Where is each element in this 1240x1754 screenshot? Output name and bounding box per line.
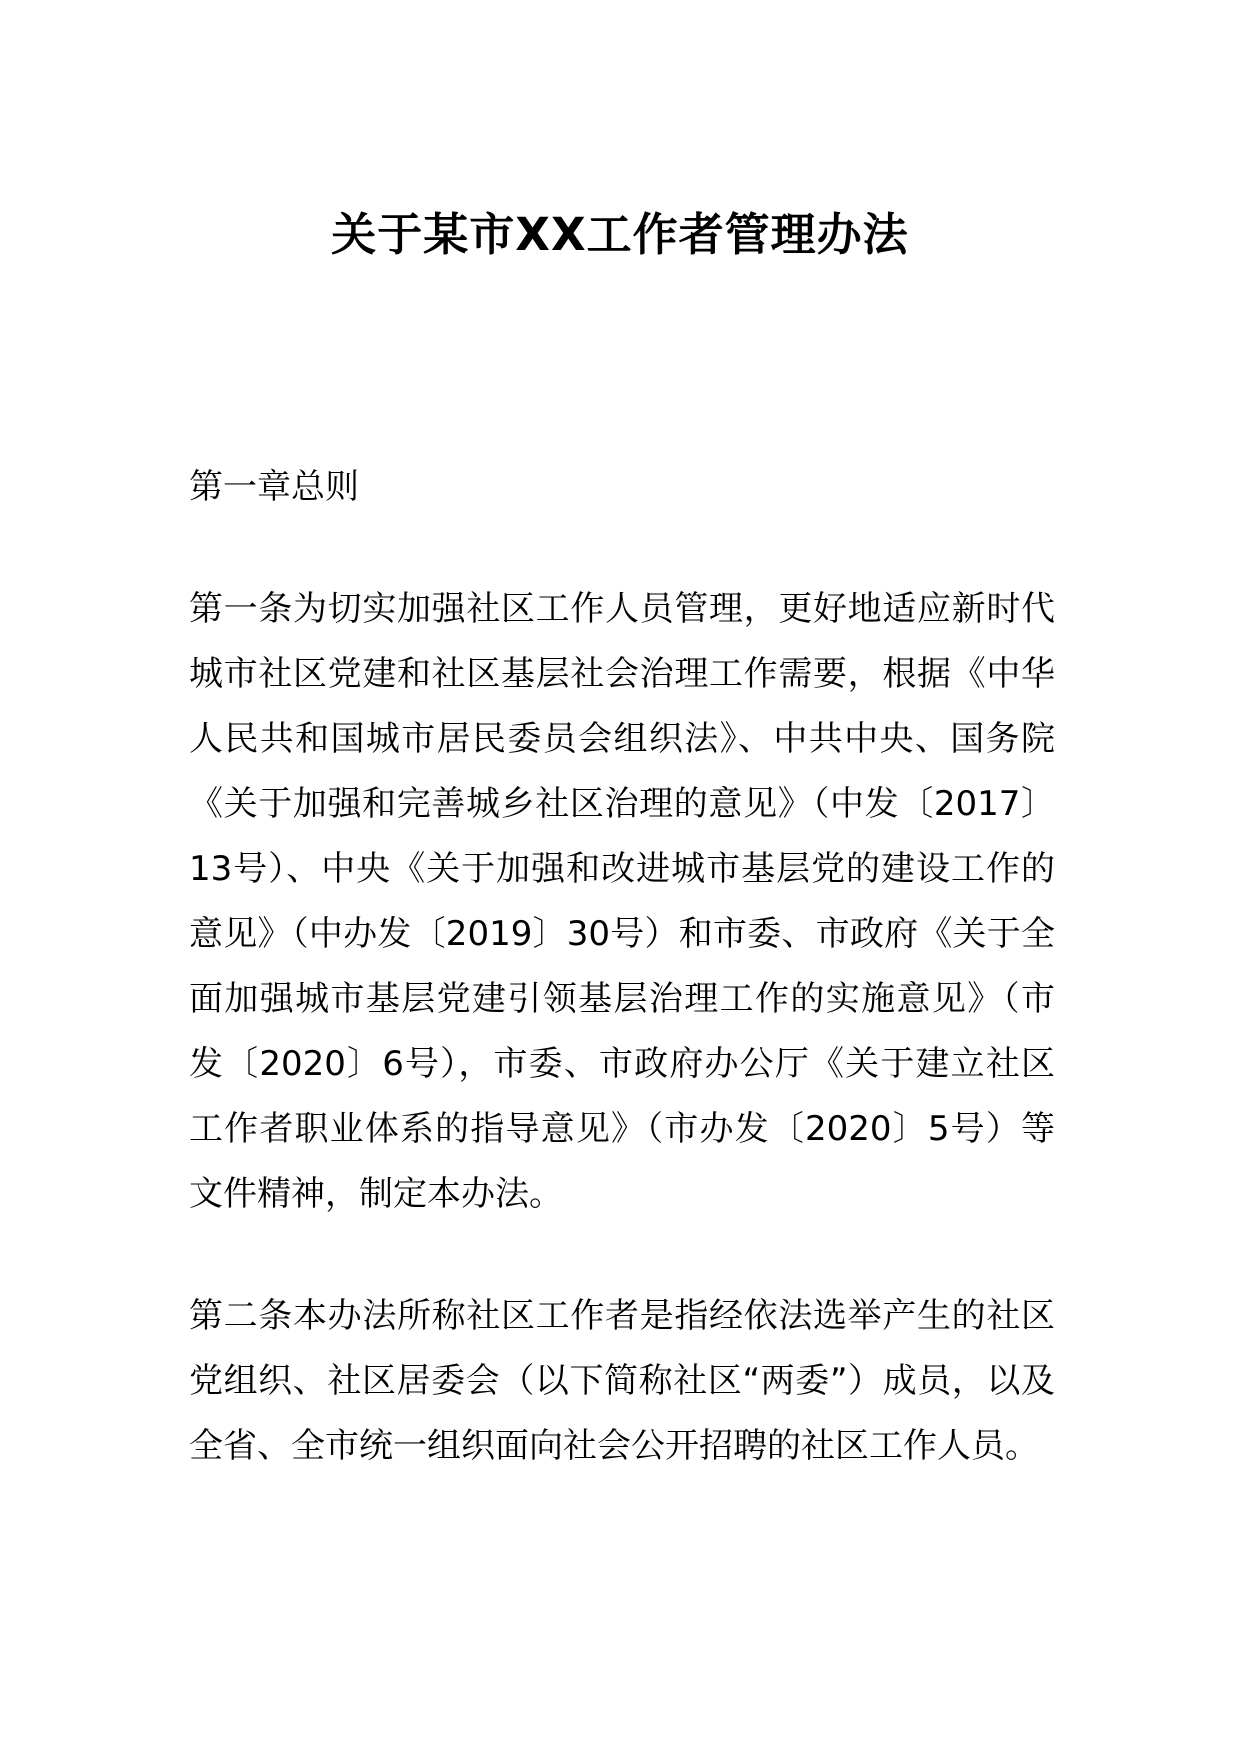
article-2-paragraph: 第二条本办法所称社区工作者是指经依法选举产生的社区党组织、社区居委会（以下简称社区“两委”）成员，以及全省、全市统一组织面向社会公开招聘的社区工作人员。 <box>189 1296 1055 1466</box>
article-1-paragraph: 第一条为切实加强社区工作人员管理，更好地适应新时代城市社区党建和社区基层社会治理工作需要，根据《中华人民共和国城市居民委员会组织法》、中共中央、国务院《关于加强和完善城乡社区治理的意见》（中发〔2017〕13号）、中央《关于加强和改进城市基层党的建设工作的意见》（中办发〔2019〕30号）和市委、市政府《关于全面加强城市基层党建引领基层治理工作的实施意见》（市发〔2020〕6号），市委、市政府办公厅《关于建立社区工作者职业体系的指导意见》（市办发〔2020〕5号）等文件精神，制定本办法。 <box>189 589 1055 1214</box>
document-title: 关于某市XX工作者管理办法 <box>331 208 909 261</box>
document-body <box>189 455 1055 1536</box>
chapter-heading: 第一章总则 <box>189 467 359 507</box>
